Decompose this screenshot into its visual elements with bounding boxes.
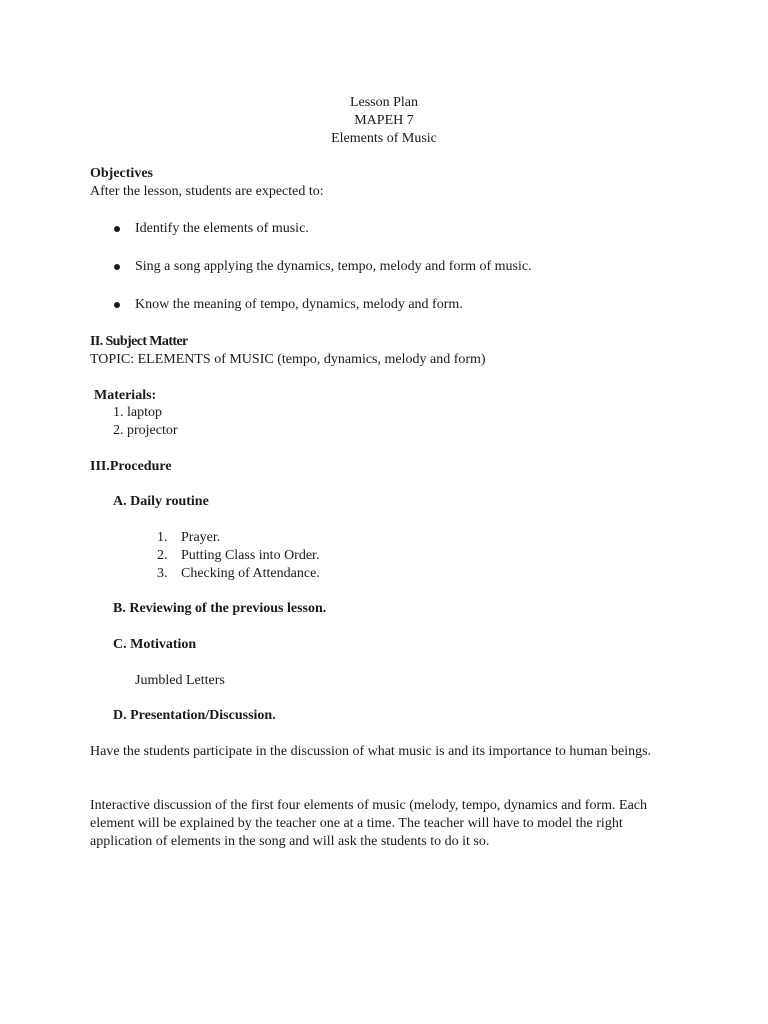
document-header — [0, 94, 768, 148]
presentation-paragraph-1: Have the students participate in the discussion of what music is and its importance to human beings. — [90, 744, 652, 759]
motivation-text: Jumbled Letters — [135, 673, 225, 688]
objective-item-3: Know the meaning of tempo, dynamics, melody and form. — [135, 297, 463, 312]
objectives-intro: After the lesson, students are expected to: — [90, 184, 324, 199]
presentation-paragraph-2: Interactive discussion of the first four elements of music (melody, tempo, dynamics and form. Each element will be explained by the teacher one at a time. The teacher will have to model the right application of elements in the song and will ask the students to do it so. — [90, 798, 647, 849]
routine-num-2: 2. — [157, 548, 168, 563]
header-topic: Elements of Music — [331, 131, 437, 146]
presentation-heading: D. Presentation/Discussion. — [113, 708, 276, 723]
subject-matter-heading: II. Subject Matter — [90, 334, 188, 349]
routine-item-3: Checking of Attendance. — [181, 566, 320, 581]
header-title: Lesson Plan — [349, 95, 419, 110]
materials-heading: Materials: — [94, 388, 157, 403]
subject-matter-topic: TOPIC: ELEMENTS of MUSIC (tempo, dynamics, melody and form) — [90, 352, 486, 367]
objective-item-2: Sing a song applying the dynamics, tempo, melody and form of music. — [135, 259, 532, 274]
materials-item-1: 1. laptop — [113, 405, 162, 420]
daily-routine-heading: A. Daily routine — [113, 494, 209, 509]
routine-item-1: Prayer. — [181, 530, 221, 545]
bullet-icon — [114, 302, 120, 308]
bullet-icon — [114, 264, 120, 270]
objective-item-1: Identify the elements of music. — [135, 221, 309, 236]
header-subject: MAPEH 7 — [354, 113, 414, 128]
motivation-heading: C. Motivation — [113, 637, 197, 652]
bullet-icon — [114, 226, 120, 232]
review-heading: B. Reviewing of the previous lesson. — [113, 601, 327, 616]
routine-num-1: 1. — [157, 530, 168, 545]
materials-item-2: 2. projector — [113, 423, 178, 438]
procedure-heading: III.Procedure — [90, 459, 172, 474]
objectives-heading: Objectives — [90, 166, 153, 181]
routine-num-3: 3. — [157, 566, 168, 581]
routine-item-2: Putting Class into Order. — [181, 548, 320, 563]
